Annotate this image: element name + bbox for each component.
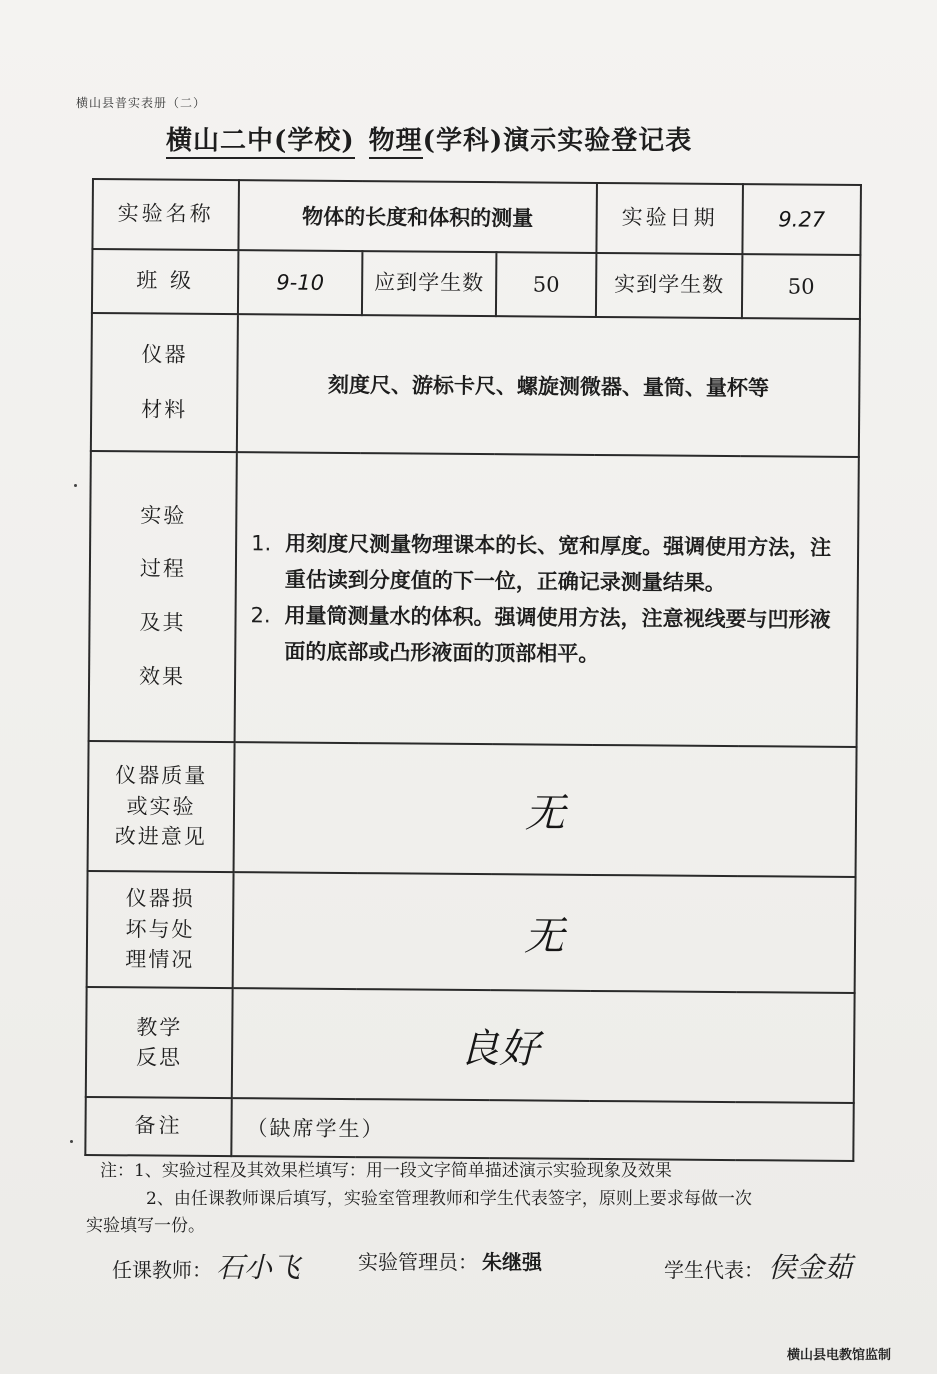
process-label: [89, 451, 237, 742]
row-class: [92, 249, 861, 319]
speck-mark: [74, 484, 77, 487]
experiment-date-value: 9.27: [742, 184, 861, 255]
quality-label: [88, 741, 235, 872]
process-label-line: 过程: [139, 556, 187, 582]
damage-label: [87, 871, 234, 988]
process-content: [235, 452, 859, 747]
teacher-label: 任课教师：: [112, 1258, 212, 1282]
reflection-label-line: 教学: [136, 1014, 183, 1040]
remarks-label: 备注: [85, 1097, 231, 1156]
row-reflection: [86, 987, 855, 1103]
step-text: 用刻度尺测量物理课本的长、宽和厚度。强调使用方法，注重估读到分度值的下一位，正确记录测量结果。: [284, 530, 832, 595]
experiment-register-table: [84, 178, 862, 1162]
process-label-line: 实验: [140, 503, 187, 528]
title-subject: [369, 126, 423, 159]
speck-mark: [70, 1140, 73, 1143]
admin-signature: [358, 1246, 542, 1275]
teacher-signature: [112, 1246, 300, 1286]
damage-label-line: 仪器损: [125, 886, 195, 912]
admin-label: 实验管理员：: [358, 1250, 478, 1274]
quality-label-line: 或实验: [126, 794, 196, 819]
page-title: [166, 120, 806, 157]
title-school: [166, 126, 355, 159]
subject-name: 物理: [368, 126, 423, 156]
experiment-name-label: 实验名称: [92, 179, 239, 250]
title-rest: 演示实验登记表: [503, 126, 693, 156]
step-text: 用量筒测量水的体积。强调使用方法，注意视线要与凹形液面的底部或凸形液面的顶部相平。: [284, 602, 831, 667]
actual-students-value: 50: [742, 254, 860, 319]
reflection-label-line: 反思: [136, 1045, 183, 1070]
equipment-value: 刻度尺、游标卡尺、螺旋测微器、量筒、量杯等: [237, 314, 860, 457]
quality-value: 无: [234, 742, 857, 877]
reflection-value: 良好: [232, 988, 855, 1103]
step-number: 1.: [251, 531, 272, 556]
quality-label-line: 仪器质量: [115, 763, 208, 789]
row-equipment: [91, 313, 860, 457]
issuer-footer: 横山县电教馆监制: [786, 1348, 891, 1363]
student-value: 侯金茹: [768, 1251, 853, 1284]
subject-suffix: (学科): [422, 126, 504, 156]
process-label-line: 及其: [139, 610, 186, 635]
expected-students-label: 应到学生数: [362, 251, 496, 316]
signature-row: [112, 1246, 892, 1294]
remarks-value: （缺席学生）: [231, 1098, 853, 1161]
student-signature: [664, 1246, 852, 1286]
equipment-label: [91, 313, 238, 452]
process-steps: [250, 525, 843, 674]
experiment-date-label: 实验日期: [596, 183, 743, 254]
class-value: 9-10: [238, 250, 362, 315]
expected-students-value: 50: [496, 252, 597, 317]
step-number: 2.: [250, 603, 271, 628]
process-step: [251, 525, 844, 602]
student-label: 学生代表：: [664, 1258, 764, 1282]
damage-label-line: 坏与处: [125, 917, 195, 942]
damage-value: 无: [233, 872, 856, 993]
row-quality: [88, 741, 857, 877]
row-experiment-name: [92, 179, 861, 255]
quality-label-line: 改进意见: [114, 824, 207, 850]
school-suffix: (学校): [274, 126, 355, 156]
row-damage: [87, 871, 856, 993]
note-line: 实验填写一份。: [86, 1216, 205, 1237]
admin-value: 朱继强: [482, 1250, 542, 1274]
series-label: 横山县普实表册（二）: [76, 96, 207, 110]
notes: [86, 1158, 900, 1241]
process-step: [250, 597, 843, 674]
experiment-name-value: 物体的长度和体积的测量: [238, 180, 597, 253]
equipment-label-line: 材料: [141, 397, 188, 422]
class-label: 班 级: [92, 249, 238, 314]
note-line: 2、由任课教师课后填写，实验室管理教师和学生代表签字，原则上要求每做一次: [146, 1188, 752, 1209]
note-line: 注：1、实验过程及其效果栏填写：用一段文字简单描述演示实验现象及效果: [100, 1161, 672, 1181]
damage-label-line: 理情况: [125, 947, 195, 973]
actual-students-label: 实到学生数: [596, 253, 742, 318]
row-remarks: [85, 1097, 853, 1161]
equipment-label-line: 仪器: [141, 342, 188, 368]
row-process: [89, 451, 859, 747]
teacher-value: 石小飞: [216, 1251, 301, 1284]
reflection-label: [86, 987, 233, 1098]
process-label-line: 效果: [138, 663, 186, 689]
school-name: 横山二中: [166, 126, 275, 156]
